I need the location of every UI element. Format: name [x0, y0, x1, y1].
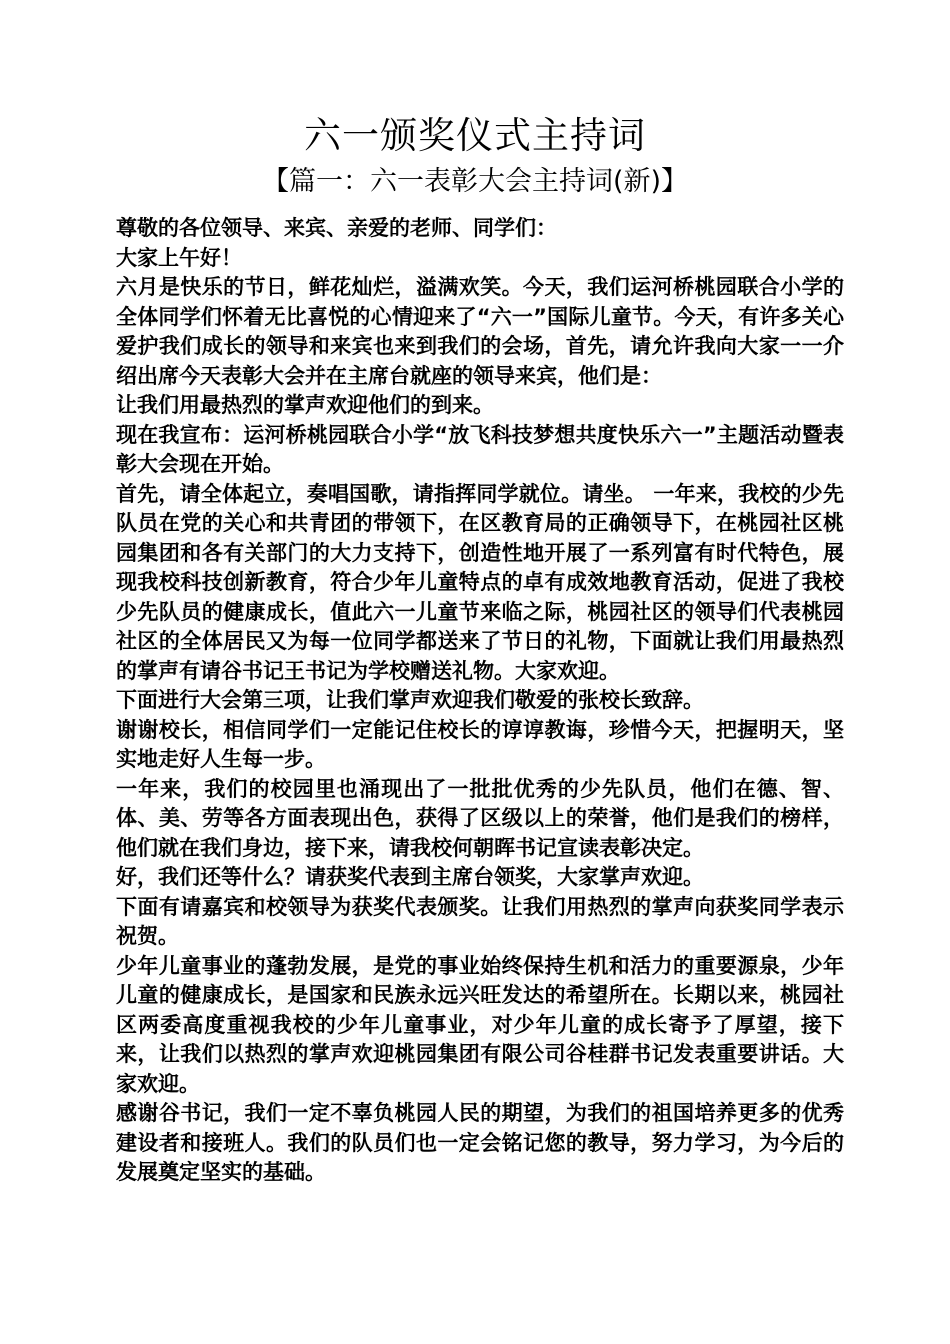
paragraph-award-collection: 好，我们还等什么？请获奖代表到主席台领奖，大家掌声欢迎。	[116, 865, 704, 889]
paragraph-thanks-principal: 谢谢校长，相信同学们一定能记住校长的谆谆教诲，珍惜今天，把握明天，坚实地走好人生每一步。	[116, 717, 844, 771]
paragraph-award-presentation: 下面有请嘉宾和校领导为获奖代表颁奖。让我们用热烈的掌声向获奖同学表示祝贺。	[116, 894, 844, 948]
paragraph-secretary-speech: 少年儿童事业的蓬勃发展，是党的事业始终保持生机和活力的重要源泉，少年儿童的健康成长，是国家和民族永远兴旺发达的希望所在。长期以来，桃园社区两委高度重视我校的少年儿童事业，对少年儿童的成长寄予了厚望，接下来，让我们以热烈的掌声欢迎桃园集团有限公司谷桂群书记发表重要讲话。大家欢迎。	[116, 953, 844, 1096]
paragraph-greeting: 尊敬的各位领导、来宾、亲爱的老师、同学们：	[116, 216, 557, 240]
paragraph-good-morning: 大家上午好！	[116, 245, 242, 270]
paragraph-commendation: 一年来，我们的校园里也涌现出了一批批优秀的少先队员，他们在德、智、体、美、劳等各方面表现出色，获得了区级以上的荣誉，他们是我们的榜样，他们就在我们身边，接下来，请我校何朝晖书记宣读表彰决定。	[116, 776, 844, 860]
paragraph-announcement: 现在我宣布：运河桥桃园联合小学“放飞科技梦想共度快乐六一”主题活动暨表彰大会现在开始。	[116, 422, 844, 476]
paragraph-closing: 感谢谷书记，我们一定不辜负桃园人民的期望，为我们的祖国培养更多的优秀建设者和接班人。我们的队员们也一定会铭记您的教导，努力学习，为今后的发展奠定坚实的基础。	[116, 1101, 844, 1184]
document-subtitle: 【篇一：六一表彰大会主持词(新)】	[261, 166, 689, 197]
paragraph-anthem-and-gifts: 首先，请全体起立，奏唱国歌，请指挥同学就位。请坐。 一年来，我校的少先队员在党的关心和共青团的带领下，在区教育局的正确领导下，在桃园社区桃园集团和各有关部门的大力支持下，创造性地开展了一系列富有时代特色，展现我校科技创新教育，符合少年儿童特点的卓有成效地教育活动，促进了我校少先队员的健康成长，值此六一儿童节来临之际，桃园社区的领导们代表桃园社区的全体居民又为每一位同学都送来了节日的礼物，下面就让我们用最热烈的掌声有请谷书记王书记为学校赠送礼物。大家欢迎。	[116, 481, 844, 683]
document-title: 六一颁奖仪式主持词	[304, 114, 646, 157]
paragraph-principal-speech: 下面进行大会第三项，让我们掌声欢迎我们敬爱的张校长致辞。	[116, 688, 704, 712]
document-body	[116, 214, 844, 1188]
paragraph-welcome-guests: 让我们用最热烈的掌声欢迎他们的到来。	[116, 393, 494, 417]
paragraph-opening: 六月是快乐的节日，鲜花灿烂，溢满欢笑。今天，我们运河桥桃园联合小学的全体同学们怀着无比喜悦的心情迎来了“六一”国际儿童节。今天，有许多关心爱护我们成长的领导和来宾也来到我们的会场，首先，请允许我向大家一一介绍出席今天表彰大会并在主席台就座的领导来宾，他们是：	[116, 275, 844, 388]
